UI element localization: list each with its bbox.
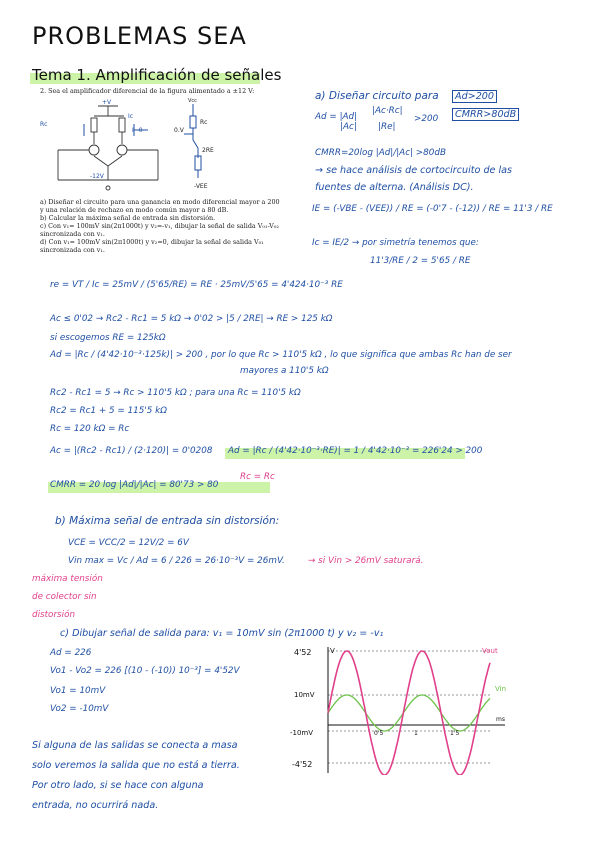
output-waveform-graph xyxy=(290,645,520,775)
part-a-ic-val: 11'3/RE / 2 = 5'65 / RE xyxy=(370,256,471,266)
graph-y-10mv: 10mV xyxy=(294,691,315,699)
differential-amplifier-circuit xyxy=(38,96,288,196)
part-c-note1: Si alguna de las salidas se conecta a masa xyxy=(32,740,238,751)
circuit-ic-right: Ic xyxy=(128,113,134,120)
vout-curve xyxy=(328,651,490,775)
statement-a: a) Diseñar el circuito para una ganancia en modo diferencial mayor a 200 y una relación de rechazo en modo común mayor a 80 dB. xyxy=(40,198,280,214)
ad-line2: mayores a 110'5 kΩ xyxy=(240,366,329,376)
circuit-small-vcc: Vcc xyxy=(188,98,197,104)
part-c-vo1: Vo1 = 10mV xyxy=(50,686,106,696)
ad-line: Ad = |Rc / (4'42·10⁻³·125k)| > 200 , por lo que Rc > 110'5 kΩ , lo que significa que ambas Rc han de ser xyxy=(50,350,512,360)
statement-d: d) Con v₁= 100mV sin(2π1000t) y v₂=0, dibujar la señal de salida V₀₁ sincronizada con v₁. xyxy=(40,238,264,254)
circuit-i0: I=0 xyxy=(132,127,143,134)
ac-val: Ac = |(Rc2 - Rc1) / (2·120)| = 0'0208 xyxy=(50,446,213,456)
re-line: re = VT / Ic = 25mV / (5'65/RE) = RE · 25mV/5'65 = 4'424·10⁻³ RE xyxy=(50,280,343,290)
circuit-small-2re: 2RE xyxy=(202,147,214,154)
vin-note: → si Vin > 26mV saturará. xyxy=(308,556,424,566)
graph-x-tick-2: 1 xyxy=(414,730,418,737)
ad-val: Ad = |Rc / (4'42·10⁻³·RE)| = 1 / 4'42·10⁻³ = 226'24 > 200 xyxy=(228,446,483,456)
graph-vout-label: Vout xyxy=(482,647,498,655)
graph-y-m10mv: -10mV xyxy=(290,729,314,737)
part-c-heading: c) Dibujar señal de salida para: v₁ = 10mV sin (2π1000 t) y v₂ = -v₁ xyxy=(60,628,384,639)
statement-c: c) Con v₁= 100mV sin(2π1000t) y v₂=-v₁, dibujar la señal de salida V₀₁-V₀₂ sincronizada con v₁. xyxy=(40,222,279,238)
statement-intro: 2. Sea el amplificador diferencial de la figura alimentado a ±12 V: xyxy=(40,87,255,95)
part-a-ad-mid: |Ac·Rc| xyxy=(372,106,403,116)
part-c-vdiff: Vo1 - Vo2 = 226 [(10 - (-10)) 10⁻³] = 4'52V xyxy=(50,666,240,676)
circuit-small-vee: -VEE xyxy=(194,183,208,190)
graph-vin-label: Vin xyxy=(495,685,507,693)
circuit-vcc-label: +V xyxy=(102,99,112,106)
part-c-vo2: Vo2 = -10mV xyxy=(50,704,109,714)
part-c-note2: solo veremos la salida que no está a tierra. xyxy=(32,760,240,771)
part-a-note2: fuentes de alterna. (Análisis DC). xyxy=(315,182,474,193)
graph-x-unit: ms xyxy=(496,716,505,723)
page-title: PROBLEMAS SEA xyxy=(32,22,247,50)
vce-line: VCE = VCC/2 = 12V/2 = 6V xyxy=(68,538,189,548)
part-a-ad-den2: |Re| xyxy=(378,122,396,132)
cmrr-val: CMRR = 20 log |Ad|/|Ac| = 80'73 > 80 xyxy=(50,480,219,490)
part-a-ie-line: IE = (-VBE - (VEE)) / RE = (-0'7 - (-12)) / RE = 11'3 / RE xyxy=(312,204,553,214)
graph-y-bottom: -4'52 xyxy=(292,760,313,769)
part-a-cond2: CMRR>80dB xyxy=(452,108,519,121)
circuit-ic-left: Rc xyxy=(40,121,48,128)
part-c-note3: Por otro lado, si se hace con alguna xyxy=(32,780,204,791)
vin-curve xyxy=(328,695,490,731)
tema-heading: Tema 1. Amplificación de señales xyxy=(32,66,282,84)
graph-y-top: 4'52 xyxy=(294,648,312,657)
part-a-cond1: Ad>200 xyxy=(452,90,497,103)
part-a-heading: a) Diseñar circuito para xyxy=(315,90,439,102)
rc-line: Rc2 - Rc1 = 5 → Rc > 110'5 kΩ ; para una Rc = 110'5 kΩ xyxy=(50,388,301,398)
circuit-vee: -12V xyxy=(90,173,104,180)
part-a-ic-line: Ic = IE/2 → por simetría tenemos que: xyxy=(312,238,479,248)
graph-x-tick-3: 1'5 xyxy=(450,730,460,737)
choose-line: si escogemos RE = 125kΩ xyxy=(50,333,166,343)
part-b-heading: b) Máxima señal de entrada sin distorsión: xyxy=(55,515,280,527)
rc120-line: Rc = 120 kΩ = Rc xyxy=(50,424,130,434)
graph-x-tick-1: 0'5 xyxy=(374,730,384,737)
side-note-3: distorsión xyxy=(32,610,76,620)
ac-line: Ac ≤ 0'02 → Rc2 - Rc1 = 5 kΩ → 0'02 > |5 / 2RE| → RE > 125 kΩ xyxy=(50,314,333,324)
part-a-ad-den: |Ac| xyxy=(340,122,357,132)
rc-eq: Rc = Rc xyxy=(240,472,275,482)
side-note-2: de colector sin xyxy=(32,592,97,602)
part-a-note1: → se hace análisis de cortocircuito de las xyxy=(315,165,513,176)
rc2-line: Rc2 = Rc1 + 5 = 115'5 kΩ xyxy=(50,406,167,416)
statement-b: b) Calcular la máxima señal de entrada sin distorsión. xyxy=(40,214,216,222)
vin-line: Vin max = Vc / Ad = 6 / 226 = 26·10⁻³V = 26mV. xyxy=(68,556,285,566)
part-a-cmrr-line: CMRR=20log |Ad|/|Ac| >80dB xyxy=(315,148,446,158)
circuit-small-v: 0.V xyxy=(174,127,184,134)
part-c-ad: Ad = 226 xyxy=(50,648,92,658)
graph-y-v: V xyxy=(330,647,335,655)
side-note-1: máxima tensión xyxy=(32,574,103,584)
part-c-note4: entrada, no ocurrirá nada. xyxy=(32,800,159,811)
part-a-ad-left: Ad = |Ad| xyxy=(315,112,358,122)
part-a-ad-gt: >200 xyxy=(414,114,439,124)
circuit-small-rc: Rc xyxy=(200,119,208,126)
